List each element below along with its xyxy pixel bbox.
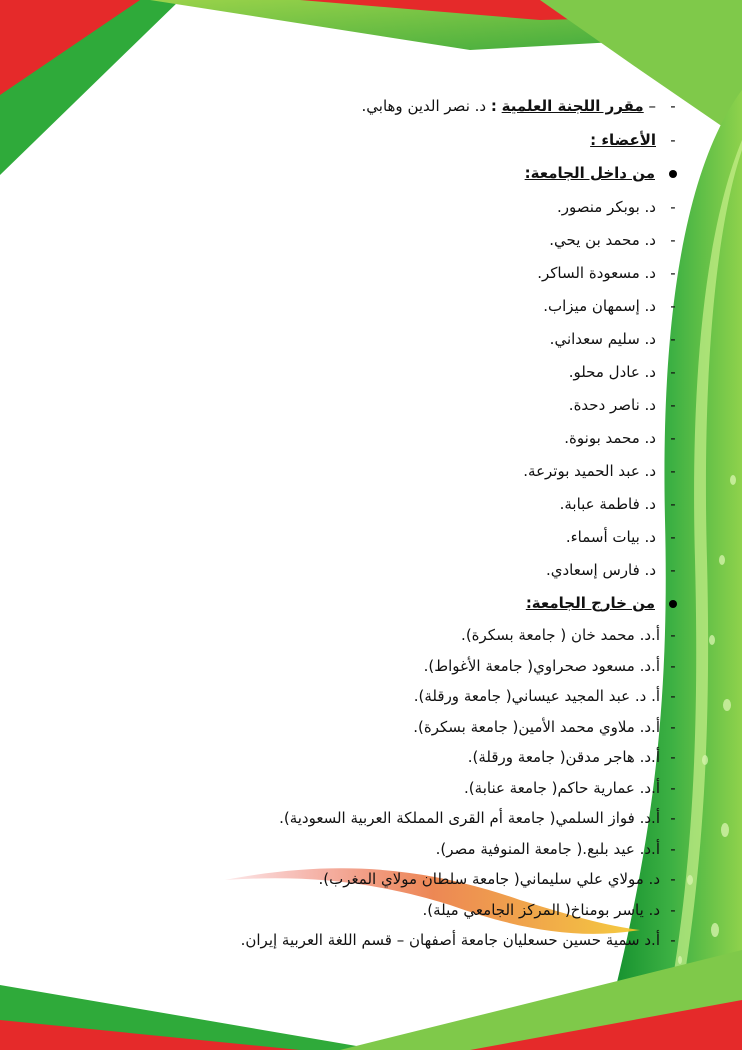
member-name: د. إسمهان ميزاب. [543,297,656,315]
list-item [537,263,680,283]
dash-marker: - [670,870,676,888]
chair-label: مقرر اللجنة العلمية [501,97,644,115]
dash-marker: - [670,198,676,216]
list-item [461,625,680,645]
member-name: أ.د. عمارية حاكم( جامعة عنابة). [464,778,660,797]
member-name: د. عادل محلو. [568,363,656,381]
dash-marker: - [670,297,676,315]
internal-heading-line [525,163,680,183]
members-heading-line [590,130,680,150]
member-name: د. فاطمة عبابة. [559,495,656,513]
list-item [436,839,680,859]
list-item [550,329,680,349]
members-heading: الأعضاء : [590,131,656,149]
dash-marker: - [670,231,676,249]
member-name: أ.د سمية حسين حسعليان جامعة أصفهان – قسم اللغة العربية إيران. [240,931,660,949]
dash-marker: - [670,778,676,797]
list-item [468,747,680,767]
dash-marker: - [670,626,676,644]
member-name: د. ياسر بومناخ( المركز الجامعي ميلة). [422,900,660,919]
dash-marker: - [670,330,676,348]
list-item [279,808,680,828]
dash-marker: - [670,429,676,447]
member-name: أ.د. محمد خان ( جامعة بسكرة). [461,626,660,644]
list-item [241,930,680,950]
member-name: د. سليم سعداني. [549,330,656,348]
list-item [414,686,680,706]
dash-marker: - [670,748,676,766]
dash-marker: - [670,839,676,858]
dash-marker: - [670,717,676,736]
member-name: د. محمد بونوة. [564,429,656,447]
dash-marker: - [670,396,676,414]
member-name: د. محمد بن يحي. [549,231,656,249]
member-name: د. عبد الحميد بوترعة. [523,462,656,480]
dash-marker: - [670,809,676,827]
member-name: أ.د. ملاوي محمد الأمين( جامعة بسكرة). [413,717,660,736]
committee-chair-line: -– مقرر اللجنة العلمية : د. نصر الدين وهابي. [362,96,681,116]
list-item [569,362,680,382]
member-name: د. فارس إسعادي. [545,561,656,579]
list-item [464,778,680,798]
dash-marker: - [670,561,676,579]
list-item [566,527,680,547]
member-name: أ.د. عيد بلبع.( جامعة المنوفية مصر). [435,839,660,858]
list-item [557,197,680,217]
external-heading: من خارج الجامعة: [525,594,655,612]
dash-marker: - [670,687,676,705]
dash-marker: - [670,97,676,115]
dash-marker: - [670,131,676,149]
bullet-icon [669,170,677,178]
dash-marker: - [670,363,676,381]
list-item [413,717,680,737]
dash-marker: - [670,900,676,919]
list-item [564,428,680,448]
member-name: أ.د. فواز السلمي( جامعة أم القرى المملكة العربية السعودية). [279,809,660,827]
list-item [319,869,680,889]
member-name: د. مولاي علي سليماني( جامعة سلطان مولاي المغرب). [318,870,660,888]
list-item [546,560,680,580]
chair-name: د. نصر الدين وهابي. [361,97,487,115]
dash-marker: - [670,931,676,949]
chair-separator: : [490,97,497,115]
list-item [523,461,680,481]
member-name: د. بيات أسماء. [565,528,656,546]
dash-marker: - [670,495,676,513]
dash-marker: - [670,462,676,480]
dash-marker: - [670,264,676,282]
dash-marker: - [670,528,676,546]
bullet-icon [669,600,677,608]
list-item [422,900,680,920]
internal-heading: من داخل الجامعة: [524,164,655,182]
dash-marker: - [670,656,676,675]
member-name: أ. د. عبد المجيد عيساني( جامعة ورقلة). [413,687,660,705]
member-name: أ.د. هاجر مدقن( جامعة ورقلة). [467,748,660,766]
top-right-green-shape [540,0,742,140]
member-name: أ.د. مسعود صحراوي( جامعة الأغواط). [423,656,660,675]
member-name: د. بوبكر منصور. [557,198,656,216]
external-heading-line [526,593,680,613]
member-name: د. مسعودة الساكر. [537,264,656,282]
list-item [543,296,680,316]
list-item [424,656,680,676]
list-item [569,395,680,415]
member-name: د. ناصر دحدة. [568,396,656,414]
list-item [560,494,680,514]
list-item [549,230,680,250]
